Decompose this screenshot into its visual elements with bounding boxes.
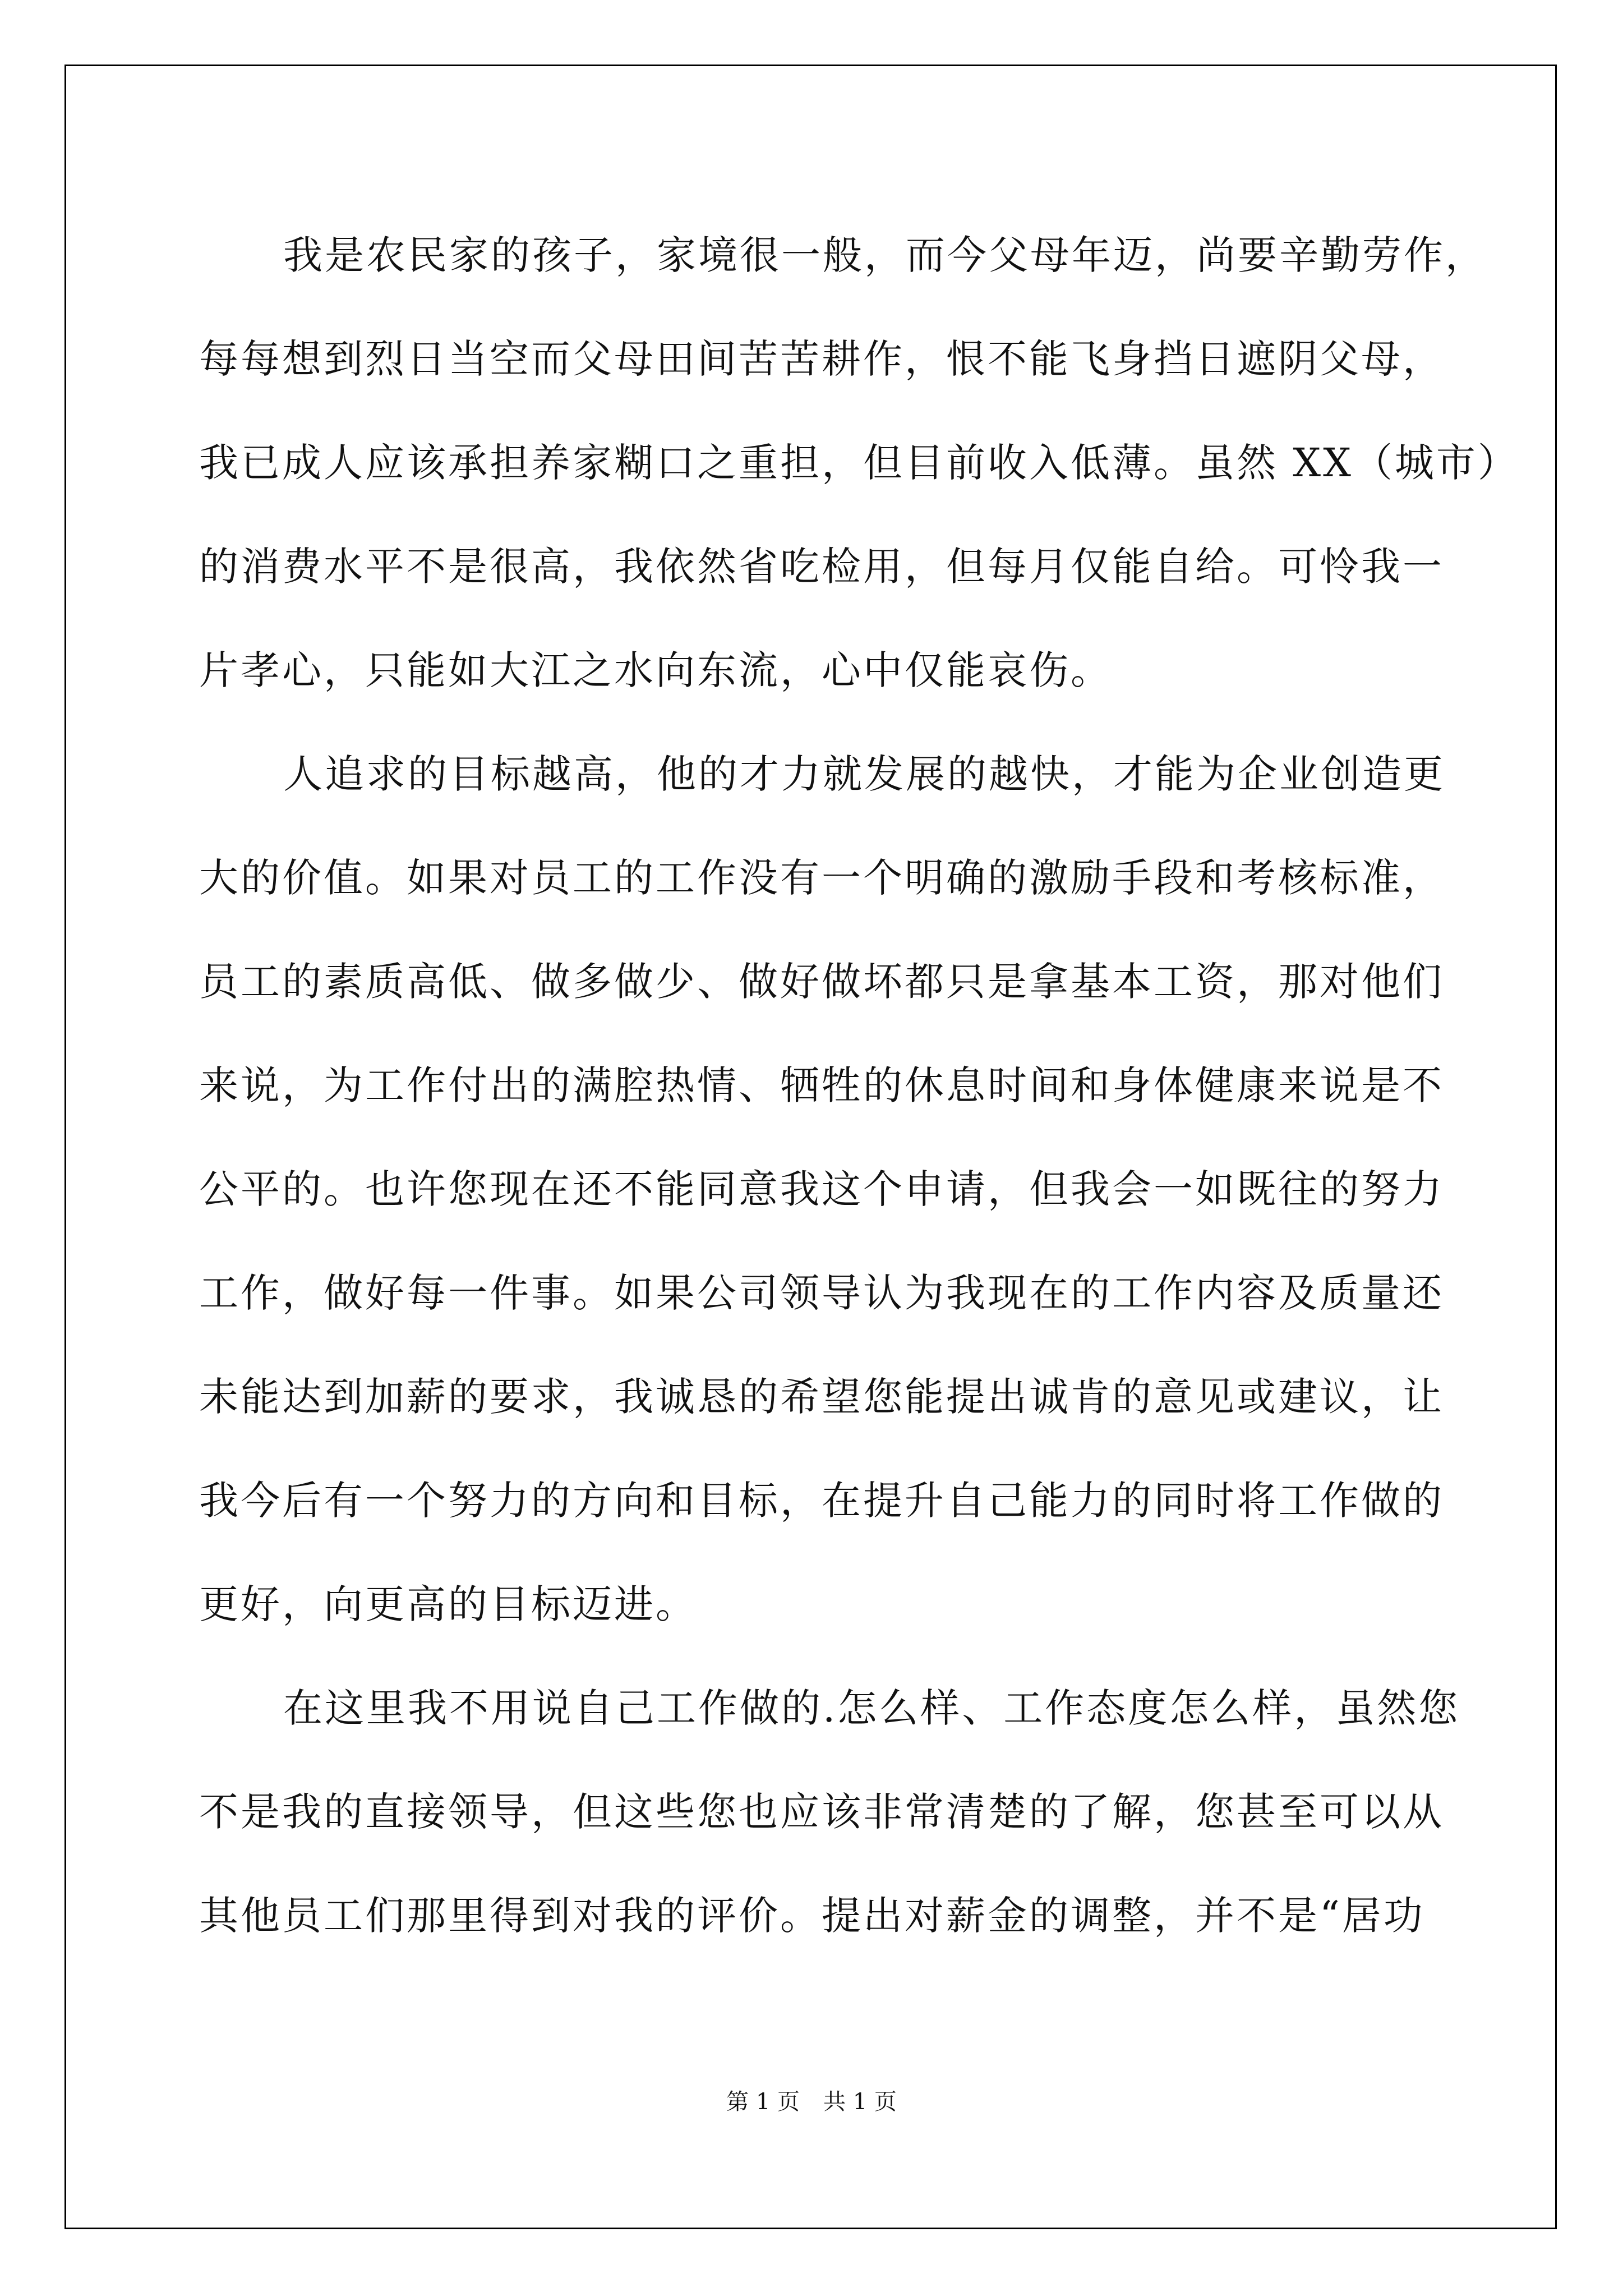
paragraph-1-line-2: 每每想到烈日当空而父母田间苦苦耕作，恨不能飞身挡日遮阴父母， (199, 336, 1444, 382)
paragraph-2-line-5: 公平的。也许您现在还不能同意我这个申请，但我会一如既往的努力 (199, 1166, 1444, 1212)
paragraph-2-line-9: 更好，向更高的目标迈进。 (199, 1581, 697, 1627)
paragraph-3-line-2: 不是我的直接领导，但这些您也应该非常清楚的了解，您甚至可以从 (199, 1789, 1444, 1835)
paragraph-2-line-7: 未能达到加薪的要求，我诚恳的希望您能提出诚肯的意见或建议，让 (199, 1374, 1444, 1420)
page-footer (0, 2088, 1623, 2116)
paragraph-2-line-2: 大的价值。如果对员工的工作没有一个明确的激励手段和考核标准， (199, 855, 1444, 901)
paragraph-2-line-6: 工作，做好每一件事。如果公司领导认为我现在的工作内容及质量还 (199, 1270, 1444, 1316)
paragraph-3-line-1: 在这里我不用说自己工作做的.怎么样、工作态度怎么样，虽然您 (283, 1685, 1460, 1731)
paragraph-3-line-3: 其他员工们那里得到对我的评价。提出对薪金的调整，并不是“居功 (199, 1893, 1425, 1939)
paragraph-2-line-1: 人追求的目标越高，他的才力就发展的越快，才能为企业创造更 (283, 751, 1445, 797)
paragraph-2-line-8: 我今后有一个努力的方向和目标，在提升自己能力的同时将工作做的 (199, 1478, 1444, 1524)
page-number: 第 1 页 (726, 2089, 800, 2115)
paragraph-1-line-1: 我是农民家的孩子，家境很一般，而今父母年迈，尚要辛勤劳作， (283, 232, 1487, 278)
paragraph-1-line-5: 片孝心，只能如大江之水向东流，心中仅能哀伤。 (199, 647, 1112, 693)
paragraph-2-line-3: 员工的素质高低、做多做少、做好做坏都只是拿基本工资，那对他们 (199, 959, 1444, 1005)
page-total: 共 1 页 (823, 2089, 897, 2115)
paragraph-2-line-4: 来说，为工作付出的满腔热情、牺牲的休息时间和身体健康来说是不 (199, 1062, 1444, 1108)
paragraph-1-line-4: 的消费水平不是很高，我依然省吃检用，但每月仅能自给。可怜我一 (199, 544, 1444, 590)
paragraph-1-line-3: 我已成人应该承担养家糊口之重担，但目前收入低薄。虽然 XX（城市） (199, 440, 1519, 486)
